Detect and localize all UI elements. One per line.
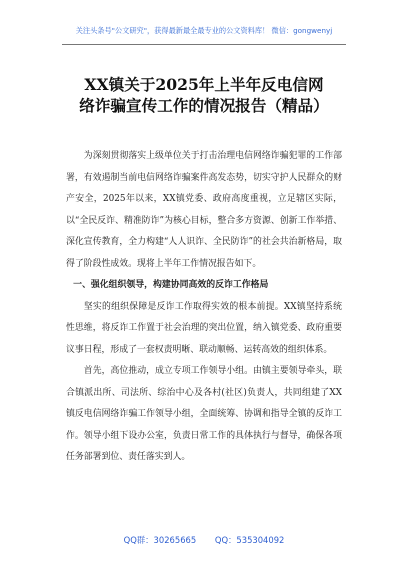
footer-qq: QQ：535304092 [214, 535, 285, 545]
document-body [66, 146, 342, 469]
body-paragraph-1: 坚实的组织保障是反诈工作取得实效的根本前提。XX镇坚持系统性思维，将反诈工作置于社会治理的突出位置，纳入镇党委、政府重要议事日程，形成了一套权责明晰、联动顺畅、运转高效的组织体系。 [66, 301, 342, 355]
title-line-1: XX镇关于2025年上半年反电信网 [84, 75, 324, 94]
document-title [40, 74, 368, 116]
body-paragraph-2: 首先，高位推动，成立专项工作领导小组。由镇主要领导牵头，联合镇派出所、司法所、综治中心及各村(社区)负责人，共同组建了XX镇反电信网络诈骗工作领导小组，全面统筹、协调和指导全镇的反诈工作。领导小组下设办公室，负责日常工作的具体执行与督导，确保各项任务部署到位、责任落实到人。 [66, 366, 342, 462]
section-heading: 一、强化组织领导，构建协同高效的反诈工作格局 [73, 280, 269, 290]
footer-qq-group: QQ群：30265665 [123, 535, 197, 545]
title-line-2: 络诈骗宣传工作的情况报告（精品） [79, 96, 329, 115]
header-banner: 关注头条号"公文研究"，获得最新最全最专业的公文资料库！ 微信：gongwenyj [75, 26, 333, 35]
intro-paragraph: 为深刻贯彻落实上级单位关于打击治理电信网络诈骗犯罪的工作部署，有效遏制当前电信网络诈骗案件高发态势，切实守护人民群众的财产安全，2025年以来，XX镇党委、政府高度重视，立足辖区实际，以“全民反诈、精准防诈”为核心目标，整合多方资源、创新工作举措、深化宣传教育，全力构建“人人识诈、全民防诈”的社会共治新格局，取得了阶段性成效。现将上半年工作情况报告如下。 [66, 151, 342, 269]
footer-contact [0, 534, 408, 546]
header-divider [62, 44, 346, 45]
